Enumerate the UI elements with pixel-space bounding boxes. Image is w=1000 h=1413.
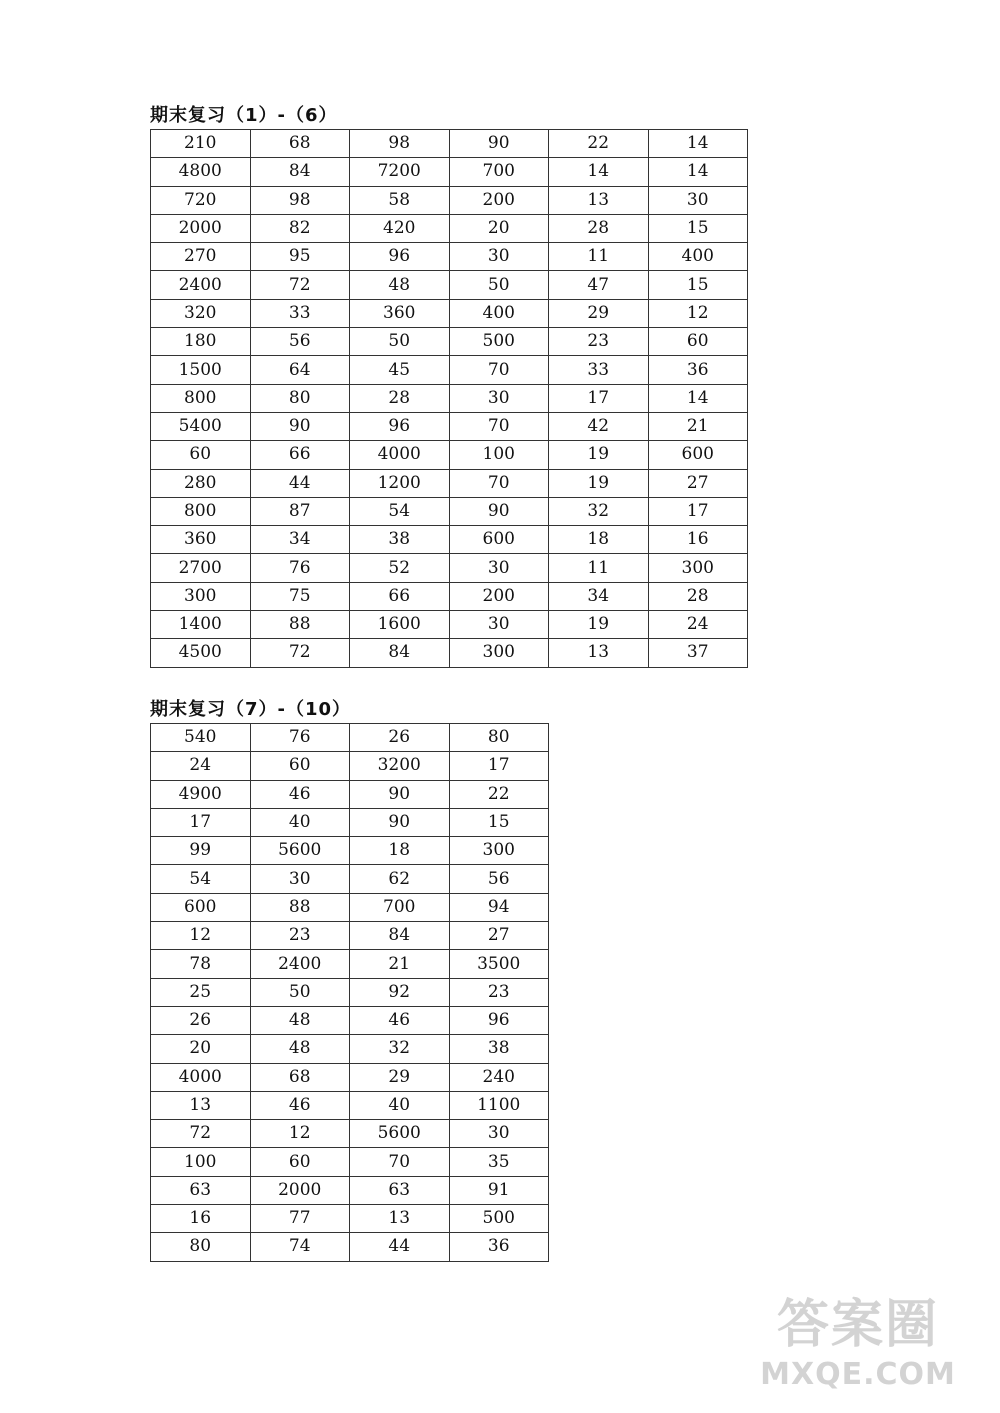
table-cell: 90	[449, 130, 549, 158]
table-cell: 210	[151, 130, 251, 158]
table-cell: 400	[648, 243, 748, 271]
table-cell: 19	[549, 611, 649, 639]
table-cell: 5600	[350, 1120, 450, 1148]
table-cell: 75	[250, 582, 350, 610]
table-cell: 87	[250, 497, 350, 525]
watermark-logo	[738, 1295, 978, 1405]
table-cell: 13	[549, 186, 649, 214]
table-cell: 4800	[151, 158, 251, 186]
table-cell: 46	[250, 1091, 350, 1119]
table-cell: 46	[250, 780, 350, 808]
table-cell: 300	[449, 639, 549, 667]
table-cell: 38	[449, 1035, 549, 1063]
table-cell: 32	[549, 497, 649, 525]
table-row	[151, 412, 748, 440]
table-cell: 21	[350, 950, 450, 978]
table-cell: 70	[350, 1148, 450, 1176]
table-cell: 17	[449, 752, 549, 780]
table-cell: 90	[350, 780, 450, 808]
table-row	[151, 186, 748, 214]
table-cell: 4000	[151, 1063, 251, 1091]
table-cell: 700	[350, 893, 450, 921]
table-row	[151, 497, 748, 525]
table-row	[151, 582, 748, 610]
table-cell: 19	[549, 469, 649, 497]
table-cell: 30	[449, 554, 549, 582]
table-row	[151, 1063, 549, 1091]
table-cell: 60	[151, 441, 251, 469]
table-cell: 29	[350, 1063, 450, 1091]
table-cell: 48	[350, 271, 450, 299]
table-cell: 84	[250, 158, 350, 186]
table-cell: 27	[449, 922, 549, 950]
table-cell: 56	[250, 328, 350, 356]
table-cell: 48	[250, 1035, 350, 1063]
table-row	[151, 611, 748, 639]
table-cell: 30	[648, 186, 748, 214]
table-cell: 19	[549, 441, 649, 469]
table-row	[151, 469, 748, 497]
table-cell: 28	[549, 214, 649, 242]
table-cell: 33	[250, 299, 350, 327]
table-cell: 80	[151, 1233, 251, 1261]
table-cell: 30	[449, 384, 549, 412]
table-row	[151, 893, 549, 921]
table-row	[151, 808, 549, 836]
table-cell: 98	[250, 186, 350, 214]
table-cell: 24	[648, 611, 748, 639]
table-row	[151, 243, 748, 271]
table-cell: 500	[449, 328, 549, 356]
table-row	[151, 554, 748, 582]
table-cell: 4000	[350, 441, 450, 469]
table-cell: 300	[151, 582, 251, 610]
table-cell: 50	[250, 978, 350, 1006]
table-cell: 600	[648, 441, 748, 469]
table-cell: 16	[648, 526, 748, 554]
table-cell: 95	[250, 243, 350, 271]
table-cell: 52	[350, 554, 450, 582]
table-cell: 72	[151, 1120, 251, 1148]
table-cell: 1200	[350, 469, 450, 497]
watermark-site: MXQE.COM	[760, 1357, 956, 1392]
table-row	[151, 752, 549, 780]
table-cell: 2000	[250, 1176, 350, 1204]
table-cell: 1400	[151, 611, 251, 639]
table-cell: 88	[250, 893, 350, 921]
table-cell: 72	[250, 639, 350, 667]
table-cell: 26	[151, 1006, 251, 1034]
table-cell: 96	[350, 243, 450, 271]
table-cell: 11	[549, 554, 649, 582]
table-cell: 37	[648, 639, 748, 667]
table-cell: 7200	[350, 158, 450, 186]
table-row	[151, 1176, 549, 1204]
table-cell: 25	[151, 978, 251, 1006]
table-cell: 32	[350, 1035, 450, 1063]
table-cell: 24	[151, 752, 251, 780]
table-cell: 54	[350, 497, 450, 525]
answer-table	[150, 723, 549, 1262]
table-cell: 14	[648, 384, 748, 412]
table-cell: 64	[250, 356, 350, 384]
table-cell: 200	[449, 582, 549, 610]
table-cell: 77	[250, 1205, 350, 1233]
table-cell: 29	[549, 299, 649, 327]
table-cell: 13	[350, 1205, 450, 1233]
table-cell: 92	[350, 978, 450, 1006]
table-row	[151, 130, 748, 158]
table-cell: 70	[449, 356, 549, 384]
table-cell: 3200	[350, 752, 450, 780]
table-cell: 5400	[151, 412, 251, 440]
answer-table-body	[151, 130, 748, 668]
table-cell: 45	[350, 356, 450, 384]
table-cell: 96	[449, 1006, 549, 1034]
table-cell: 2000	[151, 214, 251, 242]
table-row	[151, 441, 748, 469]
table-cell: 5600	[250, 837, 350, 865]
table-cell: 13	[549, 639, 649, 667]
table-cell: 56	[449, 865, 549, 893]
table-cell: 60	[250, 752, 350, 780]
table-row	[151, 271, 748, 299]
table-cell: 96	[350, 412, 450, 440]
table-cell: 100	[151, 1148, 251, 1176]
table-cell: 27	[648, 469, 748, 497]
table-cell: 44	[350, 1233, 450, 1261]
table-cell: 270	[151, 243, 251, 271]
table-cell: 66	[350, 582, 450, 610]
table-cell: 1500	[151, 356, 251, 384]
table-cell: 12	[151, 922, 251, 950]
table-cell: 2700	[151, 554, 251, 582]
table-cell: 17	[151, 808, 251, 836]
table-row	[151, 526, 748, 554]
table-cell: 30	[449, 611, 549, 639]
table-row	[151, 837, 549, 865]
table-cell: 12	[250, 1120, 350, 1148]
table-row	[151, 1148, 549, 1176]
table-cell: 2400	[151, 271, 251, 299]
table-cell: 76	[250, 554, 350, 582]
table-cell: 2400	[250, 950, 350, 978]
table-cell: 4900	[151, 780, 251, 808]
table-cell: 84	[350, 922, 450, 950]
table-cell: 23	[449, 978, 549, 1006]
table-cell: 360	[151, 526, 251, 554]
table-row	[151, 950, 549, 978]
table-cell: 13	[151, 1091, 251, 1119]
table-row	[151, 214, 748, 242]
table-cell: 100	[449, 441, 549, 469]
table-row	[151, 384, 748, 412]
table-row	[151, 922, 549, 950]
table-cell: 4500	[151, 639, 251, 667]
table-cell: 28	[648, 582, 748, 610]
table-cell: 34	[250, 526, 350, 554]
table-cell: 80	[250, 384, 350, 412]
table-cell: 16	[151, 1205, 251, 1233]
table-cell: 48	[250, 1006, 350, 1034]
table-row	[151, 1006, 549, 1034]
table-cell: 15	[648, 214, 748, 242]
table-cell: 14	[549, 158, 649, 186]
table-cell: 63	[350, 1176, 450, 1204]
table-cell: 21	[648, 412, 748, 440]
table-row	[151, 1233, 549, 1261]
table-cell: 99	[151, 837, 251, 865]
table-cell: 50	[449, 271, 549, 299]
table-cell: 280	[151, 469, 251, 497]
section-title: 期末复习（7）-（10）	[150, 699, 352, 720]
table-cell: 540	[151, 724, 251, 752]
answer-table	[150, 129, 748, 668]
table-cell: 42	[549, 412, 649, 440]
table-row	[151, 1120, 549, 1148]
table-cell: 40	[250, 808, 350, 836]
table-cell: 36	[449, 1233, 549, 1261]
table-row	[151, 1035, 549, 1063]
table-cell: 62	[350, 865, 450, 893]
table-cell: 26	[350, 724, 450, 752]
table-cell: 36	[648, 356, 748, 384]
table-cell: 33	[549, 356, 649, 384]
table-cell: 360	[350, 299, 450, 327]
table-cell: 20	[151, 1035, 251, 1063]
table-cell: 90	[250, 412, 350, 440]
table-row	[151, 158, 748, 186]
table-cell: 60	[250, 1148, 350, 1176]
table-cell: 420	[350, 214, 450, 242]
section-review-7-10	[150, 697, 549, 1262]
table-cell: 180	[151, 328, 251, 356]
table-cell: 14	[648, 130, 748, 158]
table-cell: 720	[151, 186, 251, 214]
table-cell: 400	[449, 299, 549, 327]
table-cell: 46	[350, 1006, 450, 1034]
table-cell: 84	[350, 639, 450, 667]
table-cell: 30	[250, 865, 350, 893]
table-row	[151, 328, 748, 356]
table-cell: 700	[449, 158, 549, 186]
table-cell: 76	[250, 724, 350, 752]
table-cell: 34	[549, 582, 649, 610]
watermark-mark: 答案圈	[776, 1295, 939, 1355]
table-cell: 58	[350, 186, 450, 214]
table-cell: 94	[449, 893, 549, 921]
table-cell: 40	[350, 1091, 450, 1119]
table-cell: 30	[449, 243, 549, 271]
table-cell: 35	[449, 1148, 549, 1176]
table-cell: 300	[648, 554, 748, 582]
table-cell: 30	[449, 1120, 549, 1148]
table-cell: 66	[250, 441, 350, 469]
table-cell: 47	[549, 271, 649, 299]
table-cell: 60	[648, 328, 748, 356]
table-cell: 3500	[449, 950, 549, 978]
table-cell: 88	[250, 611, 350, 639]
table-cell: 15	[449, 808, 549, 836]
table-cell: 63	[151, 1176, 251, 1204]
table-cell: 70	[449, 469, 549, 497]
table-cell: 800	[151, 384, 251, 412]
section-title: 期末复习（1）-（6）	[150, 105, 338, 126]
table-cell: 91	[449, 1176, 549, 1204]
table-cell: 320	[151, 299, 251, 327]
table-cell: 23	[250, 922, 350, 950]
table-cell: 12	[648, 299, 748, 327]
table-row	[151, 639, 748, 667]
table-row	[151, 299, 748, 327]
table-cell: 14	[648, 158, 748, 186]
table-cell: 600	[151, 893, 251, 921]
table-cell: 68	[250, 1063, 350, 1091]
table-cell: 11	[549, 243, 649, 271]
table-row	[151, 978, 549, 1006]
table-cell: 240	[449, 1063, 549, 1091]
table-cell: 22	[449, 780, 549, 808]
table-cell: 54	[151, 865, 251, 893]
table-row	[151, 1091, 549, 1119]
table-cell: 23	[549, 328, 649, 356]
table-cell: 38	[350, 526, 450, 554]
table-cell: 800	[151, 497, 251, 525]
answer-table-body	[151, 724, 549, 1262]
table-row	[151, 780, 549, 808]
table-row	[151, 724, 549, 752]
table-cell: 44	[250, 469, 350, 497]
table-cell: 72	[250, 271, 350, 299]
table-cell: 50	[350, 328, 450, 356]
table-cell: 500	[449, 1205, 549, 1233]
table-row	[151, 356, 748, 384]
table-cell: 22	[549, 130, 649, 158]
table-cell: 600	[449, 526, 549, 554]
table-cell: 82	[250, 214, 350, 242]
table-cell: 28	[350, 384, 450, 412]
table-cell: 98	[350, 130, 450, 158]
table-cell: 1600	[350, 611, 450, 639]
table-cell: 20	[449, 214, 549, 242]
table-cell: 90	[449, 497, 549, 525]
table-cell: 15	[648, 271, 748, 299]
table-cell: 17	[549, 384, 649, 412]
table-cell: 80	[449, 724, 549, 752]
table-cell: 17	[648, 497, 748, 525]
table-cell: 18	[350, 837, 450, 865]
table-cell: 74	[250, 1233, 350, 1261]
table-row	[151, 865, 549, 893]
table-cell: 90	[350, 808, 450, 836]
table-cell: 1100	[449, 1091, 549, 1119]
table-cell: 70	[449, 412, 549, 440]
table-cell: 68	[250, 130, 350, 158]
section-review-1-6	[150, 103, 748, 668]
table-cell: 78	[151, 950, 251, 978]
table-cell: 18	[549, 526, 649, 554]
table-cell: 300	[449, 837, 549, 865]
table-cell: 200	[449, 186, 549, 214]
table-row	[151, 1205, 549, 1233]
